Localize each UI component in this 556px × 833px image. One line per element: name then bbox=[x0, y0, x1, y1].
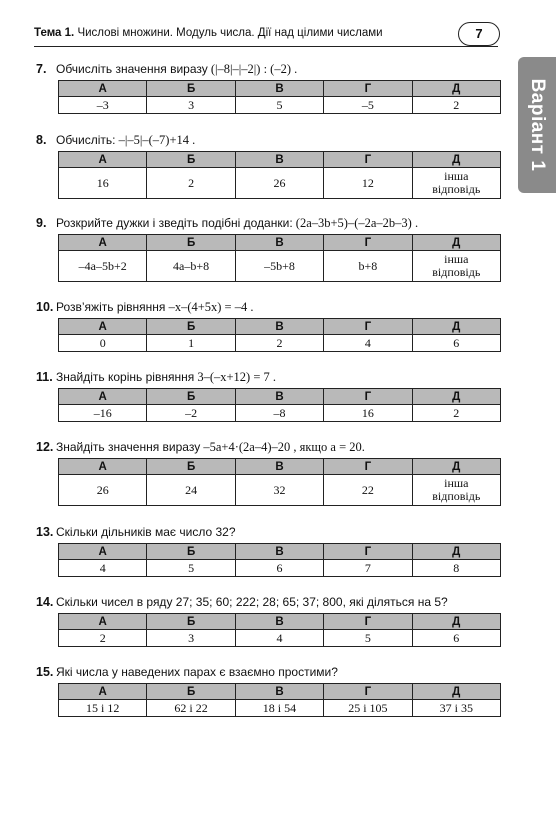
option-letter: Г bbox=[324, 152, 412, 168]
answer-value: 32 bbox=[273, 482, 286, 497]
answer-option[interactable] bbox=[324, 97, 412, 114]
answer-value: 26 bbox=[96, 482, 109, 497]
answer-option[interactable] bbox=[147, 700, 235, 717]
question-number: 13. bbox=[36, 525, 54, 539]
answer-value: b+8 bbox=[358, 258, 378, 273]
question-text bbox=[36, 593, 506, 611]
answer-option[interactable] bbox=[324, 405, 412, 422]
answer-value: 15 і 12 bbox=[86, 700, 120, 715]
question-prompt: Розв’яжіть рівняння bbox=[56, 300, 166, 314]
option-letter: А bbox=[59, 81, 147, 97]
answer-value: інша відповідь bbox=[432, 168, 481, 196]
question-9 bbox=[36, 214, 506, 279]
answer-value: 5 bbox=[276, 97, 283, 112]
question-expression: 3–(–x+12) = 7 . bbox=[197, 370, 277, 384]
option-letter: Д bbox=[412, 319, 500, 335]
question-prompt: Знайдіть значення виразу bbox=[56, 440, 201, 454]
answer-option[interactable] bbox=[324, 475, 412, 506]
answer-option[interactable] bbox=[412, 251, 500, 282]
answer-option[interactable] bbox=[324, 700, 412, 717]
answer-option[interactable] bbox=[235, 405, 323, 422]
option-letter: Б bbox=[147, 152, 235, 168]
question-expression: (2a–3b+5)–(–2a–2b–3) . bbox=[295, 216, 419, 230]
question-prompt: Які числа у наведених парах є взаємно простими? bbox=[56, 665, 338, 679]
answer-option[interactable] bbox=[412, 560, 500, 577]
answer-value: 4a–b+8 bbox=[173, 258, 210, 273]
answer-value: 12 bbox=[361, 175, 374, 190]
question-text bbox=[36, 368, 506, 386]
option-letter: Д bbox=[412, 389, 500, 405]
answer-value: 4 bbox=[276, 630, 283, 645]
answer-option[interactable] bbox=[235, 560, 323, 577]
answer-option[interactable] bbox=[147, 97, 235, 114]
answer-option[interactable] bbox=[412, 168, 500, 199]
answer-table bbox=[58, 543, 501, 577]
answer-option[interactable] bbox=[412, 335, 500, 352]
answer-option[interactable] bbox=[235, 335, 323, 352]
answer-value: 6 bbox=[276, 560, 283, 575]
answer-value: 5 bbox=[364, 630, 371, 645]
answer-option[interactable] bbox=[59, 405, 147, 422]
answer-value: 6 bbox=[453, 335, 460, 350]
question-number: 7. bbox=[36, 62, 47, 76]
option-letter: Д bbox=[412, 152, 500, 168]
answer-option[interactable] bbox=[59, 97, 147, 114]
question-14 bbox=[36, 593, 506, 645]
option-letter: Г bbox=[324, 459, 412, 475]
question-prompt: Обчисліть значення виразу bbox=[56, 62, 208, 76]
answer-option[interactable] bbox=[324, 630, 412, 647]
answer-option[interactable] bbox=[147, 251, 235, 282]
answer-option[interactable] bbox=[324, 251, 412, 282]
answer-option[interactable] bbox=[59, 560, 147, 577]
answer-value: 18 і 54 bbox=[262, 700, 297, 715]
answer-option[interactable] bbox=[235, 630, 323, 647]
option-letter: Г bbox=[324, 81, 412, 97]
option-letter: А bbox=[59, 684, 147, 700]
option-letter: Г bbox=[324, 684, 412, 700]
question-text bbox=[36, 663, 506, 681]
answer-value: 2 bbox=[453, 405, 460, 420]
answer-table bbox=[58, 151, 501, 199]
question-number: 12. bbox=[36, 440, 54, 454]
answer-value: 3 bbox=[188, 97, 195, 112]
question-13 bbox=[36, 523, 506, 575]
answer-value: 25 і 105 bbox=[348, 700, 388, 715]
answer-option[interactable] bbox=[147, 630, 235, 647]
answer-table bbox=[58, 80, 501, 114]
option-letter: Б bbox=[147, 235, 235, 251]
answer-option[interactable] bbox=[147, 405, 235, 422]
topic-title: Тема 1. Числові множини. Модуль числа. Дії над цілими числами bbox=[34, 27, 383, 39]
question-text bbox=[36, 131, 506, 149]
answer-option[interactable] bbox=[324, 560, 412, 577]
answer-value: –5 bbox=[361, 97, 374, 112]
answer-value: 22 bbox=[361, 482, 374, 497]
question-text bbox=[36, 60, 506, 78]
answer-option[interactable] bbox=[147, 560, 235, 577]
question-8 bbox=[36, 131, 506, 196]
answer-option[interactable] bbox=[412, 630, 500, 647]
option-letter: А bbox=[59, 152, 147, 168]
option-letter: А bbox=[59, 544, 147, 560]
answer-value: 24 bbox=[185, 482, 198, 497]
option-letter: Г bbox=[324, 544, 412, 560]
answer-table bbox=[58, 613, 501, 647]
option-letter: Д bbox=[412, 235, 500, 251]
option-letter: В bbox=[235, 235, 323, 251]
question-12 bbox=[36, 438, 506, 503]
answer-option[interactable] bbox=[412, 405, 500, 422]
option-letter: В bbox=[235, 319, 323, 335]
option-letter: Д bbox=[412, 459, 500, 475]
option-letter: В bbox=[235, 459, 323, 475]
answer-option[interactable] bbox=[59, 251, 147, 282]
answer-option[interactable] bbox=[59, 630, 147, 647]
answer-value: 1 bbox=[188, 335, 195, 350]
answer-option[interactable] bbox=[59, 335, 147, 352]
answer-option[interactable] bbox=[235, 700, 323, 717]
option-letter: Б bbox=[147, 614, 235, 630]
answer-option[interactable] bbox=[412, 475, 500, 506]
question-prompt: Скільки дільників має число 32? bbox=[56, 525, 236, 539]
question-number: 9. bbox=[36, 216, 47, 230]
answer-option[interactable] bbox=[147, 168, 235, 199]
question-expression: –x–(4+5x) = –4 . bbox=[168, 300, 254, 314]
option-letter: Б bbox=[147, 684, 235, 700]
question-expression: –|–5|–(–7)+14 . bbox=[118, 133, 196, 147]
answer-value: 2 bbox=[453, 97, 460, 112]
answer-option[interactable] bbox=[59, 475, 147, 506]
question-text bbox=[36, 523, 506, 541]
answer-table bbox=[58, 388, 501, 422]
question-text bbox=[36, 214, 506, 232]
answer-option[interactable] bbox=[412, 97, 500, 114]
answer-option[interactable] bbox=[412, 700, 500, 717]
option-letter: Д bbox=[412, 81, 500, 97]
answer-table bbox=[58, 318, 501, 352]
option-letter: Г bbox=[324, 319, 412, 335]
question-number: 14. bbox=[36, 595, 54, 609]
answer-value: інша відповідь bbox=[432, 251, 481, 279]
answer-value: 0 bbox=[99, 335, 106, 350]
answer-value: 16 bbox=[96, 175, 109, 190]
option-letter: Б bbox=[147, 81, 235, 97]
option-letter: А bbox=[59, 319, 147, 335]
answer-value: 8 bbox=[453, 560, 460, 575]
question-expression: –5a+4·(2a–4)–20 , якщо a = 20. bbox=[203, 440, 365, 454]
option-letter: Г bbox=[324, 389, 412, 405]
option-letter: Д bbox=[412, 684, 500, 700]
question-number: 15. bbox=[36, 665, 54, 679]
answer-value: 2 bbox=[276, 335, 283, 350]
option-letter: В bbox=[235, 684, 323, 700]
answer-option[interactable] bbox=[324, 168, 412, 199]
option-letter: Г bbox=[324, 235, 412, 251]
question-7 bbox=[36, 60, 506, 112]
option-letter: В bbox=[235, 81, 323, 97]
option-letter: Б bbox=[147, 459, 235, 475]
page-number: 7 bbox=[458, 22, 500, 46]
answer-value: інша відповідь bbox=[432, 475, 481, 503]
answer-option[interactable] bbox=[235, 97, 323, 114]
answer-value: 3 bbox=[188, 630, 195, 645]
answer-table bbox=[58, 458, 501, 506]
page-header bbox=[34, 24, 498, 47]
answer-value: 5 bbox=[188, 560, 195, 575]
answer-value: –5b+8 bbox=[264, 258, 295, 273]
question-prompt: Скільки чисел в ряду 27; 35; 60; 222; 28; 65; 37; 800, які діляться на 5? bbox=[56, 595, 448, 609]
answer-option[interactable] bbox=[147, 335, 235, 352]
question-prompt: Знайдіть корінь рівняння bbox=[56, 370, 195, 384]
answer-option[interactable] bbox=[59, 700, 147, 717]
answer-value: –3 bbox=[96, 97, 109, 112]
answer-option[interactable] bbox=[324, 335, 412, 352]
question-prompt: Обчисліть: bbox=[56, 133, 116, 147]
answer-option[interactable] bbox=[235, 475, 323, 506]
answer-value: –8 bbox=[273, 405, 286, 420]
answer-table bbox=[58, 683, 501, 717]
answer-value: 37 і 35 bbox=[439, 700, 473, 715]
question-10 bbox=[36, 298, 506, 350]
question-prompt: Розкрийте дужки і зведіть подібні доданки: bbox=[56, 216, 293, 230]
option-letter: В bbox=[235, 614, 323, 630]
answer-value: 4 bbox=[364, 335, 371, 350]
option-letter: Б bbox=[147, 544, 235, 560]
option-letter: А bbox=[59, 614, 147, 630]
answer-value: 62 і 22 bbox=[174, 700, 208, 715]
answer-value: 16 bbox=[361, 405, 374, 420]
option-letter: Д bbox=[412, 614, 500, 630]
question-11 bbox=[36, 368, 506, 420]
answer-value: 7 bbox=[364, 560, 371, 575]
answer-value: 2 bbox=[188, 175, 195, 190]
answer-value: –4a–5b+2 bbox=[78, 258, 127, 273]
option-letter: А bbox=[59, 235, 147, 251]
question-expression: (|–8|–|–2|) : (–2) . bbox=[210, 62, 298, 76]
option-letter: Б bbox=[147, 319, 235, 335]
answer-option[interactable] bbox=[59, 168, 147, 199]
question-15 bbox=[36, 663, 506, 715]
option-letter: А bbox=[59, 459, 147, 475]
option-letter: Д bbox=[412, 544, 500, 560]
answer-value: –16 bbox=[93, 405, 112, 420]
question-text bbox=[36, 298, 506, 316]
variant-tab: Варіант 1 bbox=[518, 57, 556, 193]
answer-value: 2 bbox=[99, 630, 106, 645]
option-letter: Г bbox=[324, 614, 412, 630]
option-letter: В bbox=[235, 544, 323, 560]
question-number: 10. bbox=[36, 300, 54, 314]
question-number: 11. bbox=[36, 370, 53, 384]
option-letter: В bbox=[235, 152, 323, 168]
answer-option[interactable] bbox=[147, 475, 235, 506]
question-text bbox=[36, 438, 506, 456]
option-letter: А bbox=[59, 389, 147, 405]
answer-value: 4 bbox=[99, 560, 106, 575]
question-number: 8. bbox=[36, 133, 47, 147]
option-letter: Б bbox=[147, 389, 235, 405]
answer-option[interactable] bbox=[235, 251, 323, 282]
answer-value: 26 bbox=[273, 175, 286, 190]
option-letter: В bbox=[235, 389, 323, 405]
answer-option[interactable] bbox=[235, 168, 323, 199]
answer-value: –2 bbox=[185, 405, 198, 420]
answer-value: 6 bbox=[453, 630, 460, 645]
answer-table bbox=[58, 234, 501, 282]
